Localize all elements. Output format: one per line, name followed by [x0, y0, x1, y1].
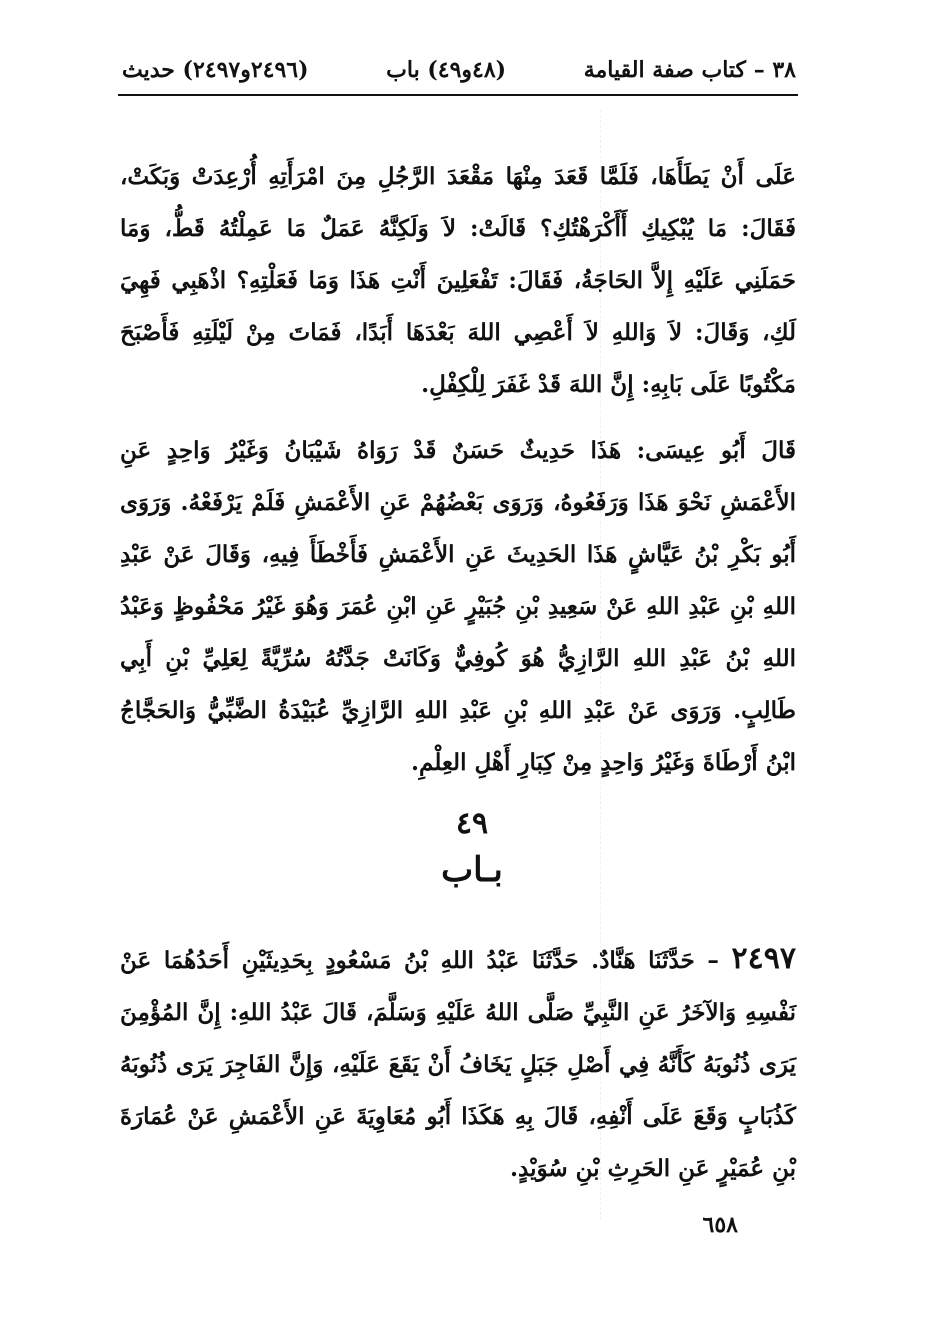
header-divider	[118, 94, 798, 96]
header-book-title: ٣٨ – كتاب صفة القيامة	[583, 57, 796, 83]
paragraph-commentary: قَالَ أَبُو عِيسَى: هَذَا حَدِيثٌ حَسَنٌ قَدْ رَوَاهُ شَيْبَانُ وَغَيْرُ وَاحِدٍ عَنِ الأَعْمَشِ نَحْوَ هَذَا وَرَفَعُوهُ، وَرَوَى بَعْضُهُمْ عَنِ الأَعْمَشِ فَلَمْ يَرْفَعْهُ. وَرَوَى أَبُو بَكْرِ بْنُ عَيَّاشٍ هَذَا الحَدِيثَ عَنِ الأَعْمَشِ فَأَخْطَأَ فِيهِ، وَقَالَ عَنْ عَبْدِ اللهِ بْنِ عَبْدِ اللهِ عَنْ سَعِيدِ بْنِ جُبَيْرٍ عَنِ ابْنِ عُمَرَ وَهُوَ غَيْرُ مَحْفُوظٍ وَعَبْدُ اللهِ بْنُ عَبْدِ اللهِ الرَّازِيُّ هُوَ كُوفِيٌّ وَكَانَتْ جَدَّتُهُ سُرِّيَّةً لِعَلِيِّ بْنِ أَبِي طَالِبٍ. وَرَوَى عَنْ عَبْدِ اللهِ بْنِ عَبْدِ اللهِ الرَّازِيِّ عُبَيْدَةُ الضَّبِّيُّ وَالحَجَّاجُ ابْنُ أَرْطَاةَ وَغَيْرُ وَاحِدٍ مِنْ كِبَارِ أَهْلِ العِلْمِ.	[120, 437, 796, 776]
hadith-number: ٢٤٩٧	[731, 941, 796, 976]
hadith-text: – حَدَّثَنَا هَنَّادٌ. حَدَّثَنَا عَبْدُ اللهِ بْنُ مَسْعُودٍ بِحَدِيثَيْنِ أَحَدُهُمَا عَنْ نَفْسِهِ وَالآخَرُ عَنِ النَّبِيِّ صَلَّى اللهُ عَلَيْهِ وَسَلَّمَ، قَالَ عَبْدُ اللهِ: إِنَّ المُؤْمِنَ يَرَى ذُنُوبَهُ كَأَنَّهُ فِي أَصْلِ جَبَلٍ يَخَافُ أَنْ يَقَعَ عَلَيْهِ، وَإِنَّ الفَاجِرَ يَرَى ذُنُوبَهُ كَذُبَابٍ وَقَعَ عَلَى أَنْفِهِ، قَالَ بِهِ هَكَذَا أَبُو مُعَاوِيَةَ عَنِ الأَعْمَشِ عَنْ عُمَارَةَ بْنِ عُمَيْرٍ عَنِ الحَرِثِ بْنِ سُوَيْدٍ.	[120, 947, 796, 1182]
paragraph-hadith-2497	[120, 933, 796, 1195]
chapter-title: بـاب	[441, 850, 503, 890]
header-hadith-range: (٢٤٩٦و٢٤٩٧) حديث	[122, 57, 309, 83]
header-chapter: (٤٨و٤٩) باب	[386, 57, 507, 83]
page-number: ٦٥٨	[702, 1212, 738, 1238]
paragraph-story-end: عَلَى أَنْ يَطَأَهَا، فَلَمَّا قَعَدَ مِنْهَا مَقْعَدَ الرَّجُلِ مِنَ امْرَأَتِهِ أُرْعِدَتْ وَبَكَتْ، فَقَالَ: مَا يُبْكِيكِ أَأَكْرَهْتُكِ؟ قَالَتْ: لاَ وَلَكِنَّهُ عَمَلٌ مَا عَمِلْتُهُ قَطُّ، وَمَا حَمَلَنِي عَلَيْهِ إِلاَّ الحَاجَةُ، فَقَالَ: تَفْعَلِينَ أَنْتِ هَذَا وَمَا فَعَلْتِهِ؟ اذْهَبِي فَهِيَ لَكِ، وَقَالَ: لاَ وَاللهِ لاَ أَعْصِي اللهَ بَعْدَهَا أَبَدًا، فَمَاتَ مِنْ لَيْلَتِهِ فَأَصْبَحَ مَكْتُوبًا عَلَى بَابِهِ: إِنَّ اللهَ قَدْ غَفَرَ لِلْكِفْلِ.	[120, 163, 796, 398]
chapter-number: ٤٩	[455, 806, 489, 841]
running-header	[122, 50, 796, 90]
